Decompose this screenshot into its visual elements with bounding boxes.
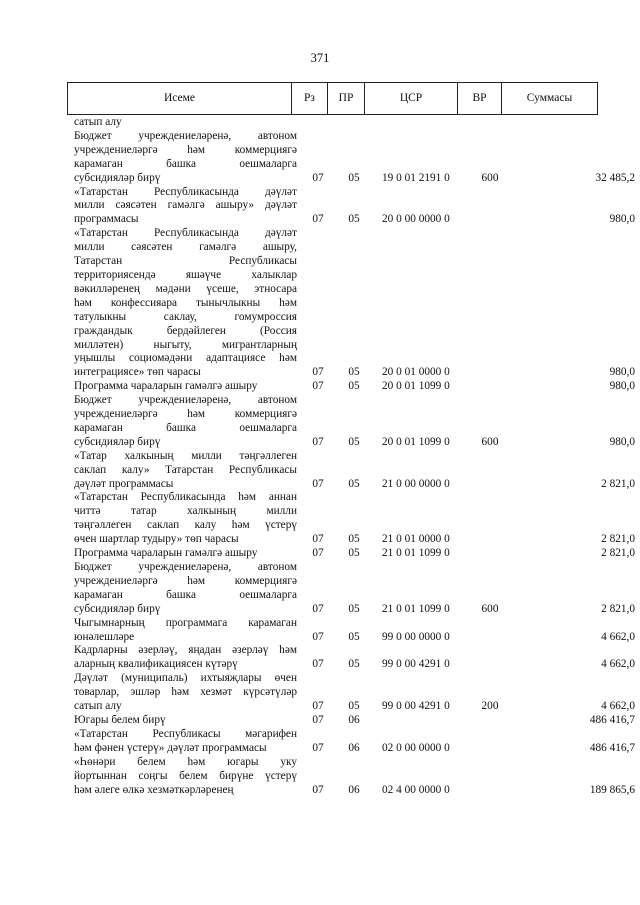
row-name-line: тәңгәллеген саклап калу һәм үстерү [74,519,297,532]
row-pr: 05 [348,477,360,490]
row-name-line: территориясендә яшәүче халыклар [74,268,297,281]
row-name-line: сатып алу [74,116,122,128]
row-sum: 486 416,7 [589,713,635,726]
row-sum: 486 416,7 [589,741,635,754]
row-name-line: читтә татар халкының милли [74,505,297,518]
row-rz: 07 [312,602,324,615]
row-csr: 99 0 00 0000 0 [382,630,450,643]
row-name-line: Бюджет учреждениеләренә, автоном [74,394,297,407]
page-number: 371 [310,51,330,65]
row-vr: 600 [481,171,499,184]
row-sum: 189 865,6 [589,783,635,796]
row-vr: 200 [481,700,499,713]
table-row [0,547,640,561]
row-name-line: милләтен) ныгыту, мигрантларның [74,338,297,351]
row-name-line: милли сәясәтен гамәлгә ашыру» дәүләт [74,199,297,212]
row-rz: 07 [312,713,324,726]
row-rz: 07 [312,630,324,643]
row-csr: 02 0 00 0000 0 [382,741,450,754]
row-name-line: субсидияләр бирү [74,435,161,448]
row-rz: 07 [312,741,324,754]
row-csr: 02 4 00 0000 0 [382,783,450,796]
row-name [74,672,297,714]
row-sum: 2 821,0 [601,602,635,615]
table-row [0,756,640,798]
row-name-line: милли сәясәтен гамәлгә ашыру, [74,241,297,254]
header-pr: ПР [327,83,364,114]
table-row [0,491,640,547]
row-name-line: «Татарстан Республикасында һәм аннан [74,491,297,504]
row-rz: 07 [312,213,324,226]
row-pr: 05 [348,380,360,393]
row-name-line: сатып алу [74,700,122,713]
row-name-line: субсидияләр бирү [74,171,161,184]
row-pr: 05 [348,533,360,546]
row-name-line: карамаган башка оешмаларга [74,421,297,434]
row-name [74,714,297,728]
row-csr: 20 0 01 0000 0 [382,366,450,379]
table-row [0,644,640,672]
row-name [74,617,297,645]
table-body [0,116,640,797]
row-sum: 4 662,0 [601,700,635,713]
header-vr: ВР [457,83,501,114]
row-vr: 600 [481,602,499,615]
table-row [0,728,640,756]
row-name-line: Югары белем бирү [74,713,166,726]
row-csr: 21 0 00 0000 0 [382,477,450,490]
row-csr: 21 0 01 1099 0 [382,547,450,560]
row-rz: 07 [312,700,324,713]
row-csr: 21 0 01 1099 0 [382,602,450,615]
row-csr: 99 0 00 4291 0 [382,700,450,713]
row-sum: 980,0 [609,435,635,448]
table-row [0,672,640,714]
row-name-line: учреждениеләргә һәм коммерциягә [74,574,297,587]
row-name [74,186,297,228]
row-name-line: Чыгымнарның программага карамаган [74,616,297,629]
row-name [74,450,297,492]
table-row [0,380,640,394]
row-name-line: өчен шартлар тудыру» төп чарасы [74,533,239,546]
row-name-line: «Татарстан Республикасында дәүләт [74,227,297,240]
row-rz: 07 [312,547,324,560]
row-name [74,728,297,756]
row-sum: 2 821,0 [601,547,635,560]
row-name [74,227,297,380]
table-row [0,714,640,728]
table-header [67,82,598,115]
row-name [74,644,297,672]
row-name-line: йортыннан соңгы белем бирүне үстерү [74,769,297,782]
row-name-line: «Татарстан Республикасында дәүләт [74,185,297,198]
row-name-line: һәм әлеге өлкә хезмәткәрләренең [74,783,234,796]
row-name [74,380,297,394]
table-row [0,116,640,130]
row-rz: 07 [312,171,324,184]
row-rz: 07 [312,783,324,796]
row-name-line: карамаган башка оешмаларга [74,157,297,170]
row-pr: 05 [348,602,360,615]
header-name: Исеме [163,91,196,104]
row-pr: 06 [348,741,360,754]
row-name [74,491,297,547]
row-csr: 21 0 01 0000 0 [382,533,450,546]
row-name-line: граждандык бердәйлеген (Россия [74,324,297,337]
row-name-line: Бюджет учреждениеләренә, автоном [74,561,297,573]
row-sum: 4 662,0 [601,658,635,671]
header-rz: Рз [291,83,327,114]
row-name-line: Дәүләт (муниципаль) ихтыяҗлары өчен [74,672,297,685]
row-sum: 980,0 [609,380,635,393]
row-name-line: интеграциясе» төп чарасы [74,366,201,379]
row-name-line: Кадрларны әзерләү, яңадан әзерләү һәм [74,644,297,657]
row-sum: 4 662,0 [601,630,635,643]
row-sum: 2 821,0 [601,477,635,490]
row-csr: 19 0 01 2191 0 [382,171,450,184]
row-pr: 05 [348,630,360,643]
row-name [74,756,297,798]
row-rz: 07 [312,366,324,379]
row-name-line: «Һөнәри белем һәм югары уку [74,755,297,768]
row-name-line: Программа чараларын гамәлгә ашыру [74,547,258,560]
row-pr: 05 [348,658,360,671]
row-name-line: татулыкны саклау, гомумроссия [74,310,297,323]
row-sum: 2 821,0 [601,533,635,546]
row-name-line: учреждениеләргә һәм коммерциягә [74,408,297,421]
row-name-line: программасы [74,213,139,226]
table-row [0,227,640,380]
row-rz: 07 [312,658,324,671]
row-name-line: «Татар халкының милли тәңгәллеген [74,449,297,462]
row-pr: 05 [348,171,360,184]
row-rz: 07 [312,435,324,448]
row-name [74,547,297,561]
row-rz: 07 [312,533,324,546]
row-sum: 32 485,2 [595,171,635,184]
row-csr: 20 0 01 1099 0 [382,380,450,393]
row-name-line: һәм конфессияара тынычлыкны һәм [74,296,297,309]
row-name [74,116,297,130]
table-row [0,450,640,492]
header-csr: ЦСР [364,83,457,114]
header-sum: Суммасы [501,83,597,114]
row-name [74,130,297,186]
row-name-line: юнәлешләре [74,630,135,643]
row-pr: 06 [348,713,360,726]
row-name-line: һәм фәнен үстерү» дәүләт программасы [74,741,267,754]
row-vr: 600 [481,435,499,448]
row-name-line: субсидияләр бирү [74,602,161,615]
row-name-line: Бюджет учреждениеләренә, автоном [74,129,297,142]
row-rz: 07 [312,380,324,393]
row-name [74,561,297,617]
table-row [0,394,640,450]
row-pr: 05 [348,366,360,379]
row-pr: 06 [348,783,360,796]
row-pr: 05 [348,435,360,448]
row-csr: 20 0 00 0000 0 [382,213,450,226]
row-csr: 99 0 00 4291 0 [382,658,450,671]
table-row [0,130,640,186]
row-name-line: дәүләт программасы [74,477,174,490]
row-name-line: «Татарстан Республикасы мәгарифен [74,727,297,740]
row-name-line: карамаган башка оешмаларга [74,588,297,601]
row-name [74,394,297,450]
row-name-line: уңышлы социомәдәни адаптациясе һәм [74,352,297,365]
row-name-line: Татарстан Республикасы [74,255,297,268]
row-csr: 20 0 01 1099 0 [382,435,450,448]
row-sum: 980,0 [609,366,635,379]
row-name-line: учреждениеләргә һәм коммерциягә [74,143,297,156]
row-sum: 980,0 [609,213,635,226]
row-rz: 07 [312,477,324,490]
row-pr: 05 [348,700,360,713]
row-name-line: саклап калу» Татарстан Республикасы [74,463,297,476]
row-name-line: товарлар, эшләр һәм хезмәт күрсәтүләр [74,686,297,699]
table-row [0,561,640,617]
table-row [0,186,640,228]
row-pr: 05 [348,547,360,560]
row-pr: 05 [348,213,360,226]
row-name-line: вәкилләренең мәдәни үсеше, этносара [74,282,297,295]
row-name-line: аларның квалификациясен күтәрү [74,658,238,671]
table-row [0,617,640,645]
row-name-line: Программа чараларын гамәлгә ашыру [74,380,258,393]
